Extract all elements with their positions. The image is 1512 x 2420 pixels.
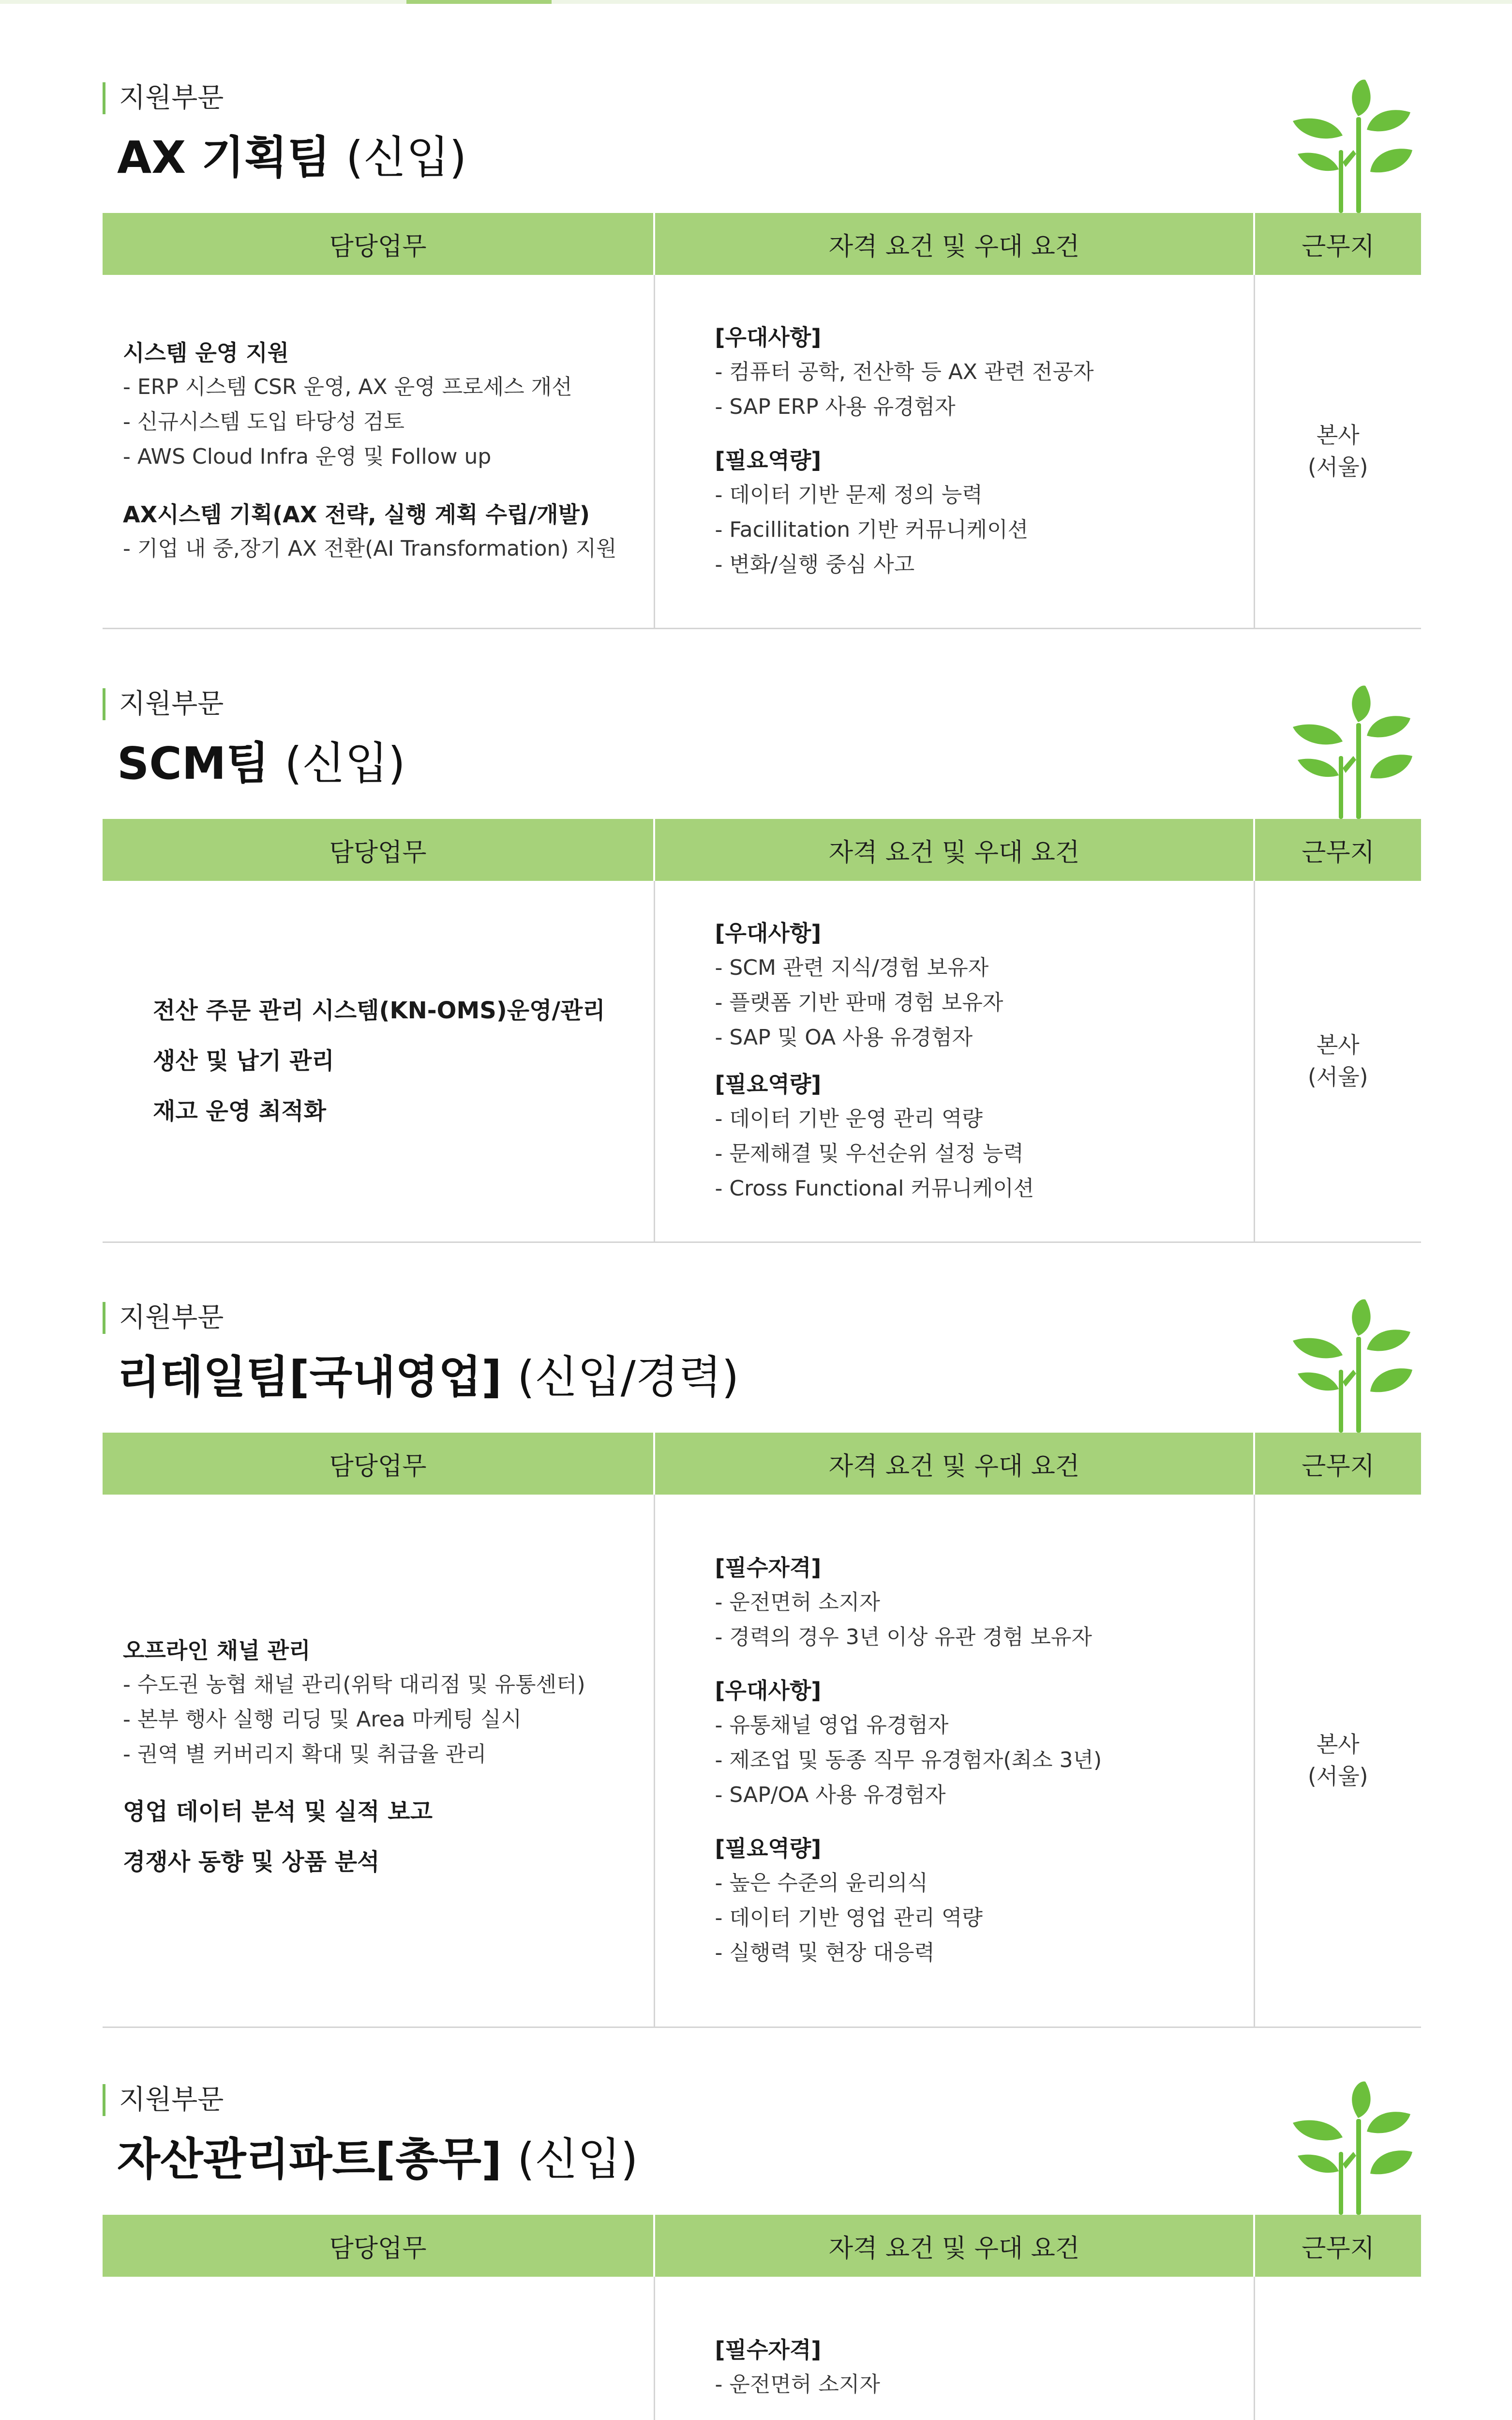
qualification-title: [필요역량] — [715, 447, 822, 474]
qualification-line: - 운전면허 소지자 — [715, 2372, 880, 2397]
duty-line: - 신규시스템 도입 타당성 검토 — [123, 409, 404, 435]
duty-title: 생산 및 납기 관리 — [153, 1047, 334, 1075]
section-retail — [103, 1302, 1421, 2028]
qualification-line: - 데이터 기반 문제 정의 능력 — [715, 483, 983, 508]
qualification-line: - 데이터 기반 영업 관리 역량 — [715, 1906, 983, 1931]
duty-block — [123, 1634, 654, 1772]
location-cell — [1254, 2277, 1421, 2420]
team-title — [117, 1348, 739, 1407]
duty-line: - 수도권 농협 채널 관리(위탁 대리점 및 유통센터) — [123, 1672, 585, 1697]
division-label: 지원부문 — [103, 2084, 224, 2116]
duty-title-list — [123, 1786, 654, 1887]
duty-block — [123, 498, 654, 566]
top-bar — [0, 0, 1512, 4]
header-duties: 담당업무 — [103, 213, 654, 275]
duties-cell — [103, 275, 654, 628]
qualification-line: - 경력의 경우 3년 이상 유관 경험 보유자 — [715, 1625, 1092, 1650]
qualification-title: [우대사항] — [715, 1678, 822, 1704]
location-city: (서울) — [1307, 454, 1368, 481]
duty-title: AX시스템 기획(AX 전략, 실행 계획 수립/개발) — [123, 501, 590, 528]
location-cell — [1254, 275, 1421, 628]
location-office: 본사 — [1316, 1731, 1360, 1758]
division-label: 지원부문 — [103, 1302, 224, 1334]
team-name: AX 기획팀 — [117, 132, 330, 183]
header-duties: 담당업무 — [103, 819, 654, 881]
qualification-title: [필수자격] — [715, 1555, 822, 1581]
hire-type: (신입) — [284, 738, 405, 789]
section-header — [103, 82, 1421, 213]
header-location: 근무지 — [1254, 1433, 1421, 1495]
duty-title: 전산 주문 관리 시스템(KN-OMS)운영/관리 — [153, 997, 605, 1025]
sprout-icon — [1286, 73, 1421, 213]
qualifications-cell — [654, 2277, 1254, 2420]
duty-title — [123, 2418, 654, 2420]
team-name: SCM팀 — [117, 738, 269, 789]
hire-type: (신입) — [345, 132, 467, 183]
section-asset-management — [103, 2084, 1421, 2420]
qualification-title: [필요역량] — [715, 1835, 822, 1862]
qualification-line: - 컴퓨터 공학, 전산학 등 AX 관련 전공자 — [715, 360, 1094, 385]
qualification-block — [715, 443, 1254, 582]
duty-title: 경쟁사 동향 및 상품 분석 — [123, 1848, 380, 1876]
section-header — [103, 1302, 1421, 1433]
sprout-icon — [1286, 679, 1421, 819]
qualification-line: - SAP 및 OA 사용 유경험자 — [715, 1025, 973, 1050]
top-bar-accent — [406, 0, 552, 4]
section-ax-planning — [103, 82, 1421, 629]
qualification-block — [715, 2332, 1254, 2402]
qualifications-cell — [654, 1495, 1254, 2027]
qualification-title: [우대사항] — [715, 920, 822, 947]
duty-title: 시스템 운영 지원 — [123, 340, 289, 366]
section-header — [103, 2084, 1421, 2215]
header-location: 근무지 — [1254, 213, 1421, 275]
division-label: 지원부문 — [103, 688, 224, 720]
duty-line: - AWS Cloud Infra 운영 및 Follow up — [123, 444, 492, 469]
location-cell — [1254, 1495, 1421, 2027]
duty-line: - 본부 행사 실행 리딩 및 Area 마케팅 실시 — [123, 1707, 522, 1732]
qualification-line: - 데이터 기반 운영 관리 역량 — [715, 1106, 983, 1132]
team-name: 자산관리파트[총무] — [117, 2133, 502, 2185]
duty-line: - 권역 별 커버리지 확대 및 취급율 관리 — [123, 1742, 487, 1767]
location-cell — [1254, 881, 1421, 1242]
job-table — [103, 1433, 1421, 2028]
team-title — [117, 2131, 638, 2189]
qualification-block — [715, 916, 1254, 1055]
qualification-line: - 유통채널 영업 유경험자 — [715, 1713, 949, 1738]
header-qualifications: 자격 요건 및 우대 요건 — [654, 819, 1254, 881]
header-location: 근무지 — [1254, 2215, 1421, 2277]
duties-cell — [103, 1495, 654, 2027]
hire-type: (신입) — [517, 2133, 638, 2185]
qualification-line: - 문제해결 및 우선순위 설정 능력 — [715, 1141, 1024, 1166]
qualification-line: - 실행력 및 현장 대응력 — [715, 1940, 935, 1966]
qualification-block — [715, 1673, 1254, 1813]
header-qualifications: 자격 요건 및 우대 요건 — [654, 213, 1254, 275]
qualification-line: - SAP/OA 사용 유경험자 — [715, 1783, 946, 1808]
duty-title: 오프라인 채널 관리 — [123, 1637, 311, 1664]
duties-cell — [103, 881, 654, 1242]
qualification-line: - Cross Functional 커뮤니케이션 — [715, 1176, 1034, 1201]
qualification-line: - 제조업 및 동종 직무 유경험자(최소 3년) — [715, 1748, 1102, 1773]
header-location: 근무지 — [1254, 819, 1421, 881]
job-table — [103, 213, 1421, 629]
location-office: 본사 — [1316, 1032, 1360, 1059]
qualification-block — [715, 320, 1254, 424]
qualification-block — [715, 1831, 1254, 1970]
duties-cell — [103, 2277, 654, 2420]
qualification-line: - 변화/실행 중심 사고 — [715, 552, 915, 577]
team-title — [117, 129, 466, 187]
duty-block — [123, 336, 654, 474]
header-duties: 담당업무 — [103, 1433, 654, 1495]
qualification-line: - SCM 관련 지식/경험 보유자 — [715, 955, 989, 981]
duty-title: 영업 데이터 분석 및 실적 보고 — [123, 1798, 433, 1826]
duty-title-list — [123, 985, 654, 1136]
qualification-line: - Facillitation 기반 커뮤니케이션 — [715, 517, 1029, 543]
qualification-block — [715, 1067, 1254, 1206]
qualification-block — [715, 1550, 1254, 1655]
location-city: (서울) — [1307, 1763, 1368, 1790]
header-duties: 담당업무 — [103, 2215, 654, 2277]
header-qualifications: 자격 요건 및 우대 요건 — [654, 2215, 1254, 2277]
duty-line: - ERP 시스템 CSR 운영, AX 운영 프로세스 개선 — [123, 375, 572, 400]
job-table — [103, 2215, 1421, 2420]
duty-title: 재고 운영 최적화 — [153, 1098, 326, 1125]
qualifications-cell — [654, 881, 1254, 1242]
location-city: (서울) — [1307, 1064, 1368, 1090]
qualifications-cell — [654, 275, 1254, 628]
qualification-line: - 높은 수준의 윤리의식 — [715, 1871, 928, 1896]
sprout-icon — [1286, 1292, 1421, 1433]
job-table — [103, 819, 1421, 1243]
qualification-title: [우대사항] — [715, 324, 822, 351]
hire-type: (신입/경력) — [517, 1351, 739, 1403]
duty-title-list — [123, 2418, 654, 2420]
location-office: 본사 — [1316, 422, 1360, 449]
qualification-line: - 운전면허 소지자 — [715, 1590, 880, 1615]
qualification-line: - SAP ERP 사용 유경험자 — [715, 394, 956, 420]
section-scm — [103, 688, 1421, 1243]
qualification-title: [필수자격] — [715, 2337, 822, 2363]
division-label: 지원부문 — [103, 82, 224, 114]
qualification-line: - 플랫폼 기반 판매 경험 보유자 — [715, 990, 1003, 1015]
duty-line: - 기업 내 중,장기 AX 전환(AI Transformation) 지원 — [123, 536, 617, 561]
qualification-title: [필요역량] — [715, 1071, 822, 1098]
section-header — [103, 688, 1421, 819]
header-qualifications: 자격 요건 및 우대 요건 — [654, 1433, 1254, 1495]
team-title — [117, 735, 405, 793]
sprout-icon — [1286, 2074, 1421, 2215]
team-name: 리테일팀[국내영업] — [117, 1351, 502, 1403]
